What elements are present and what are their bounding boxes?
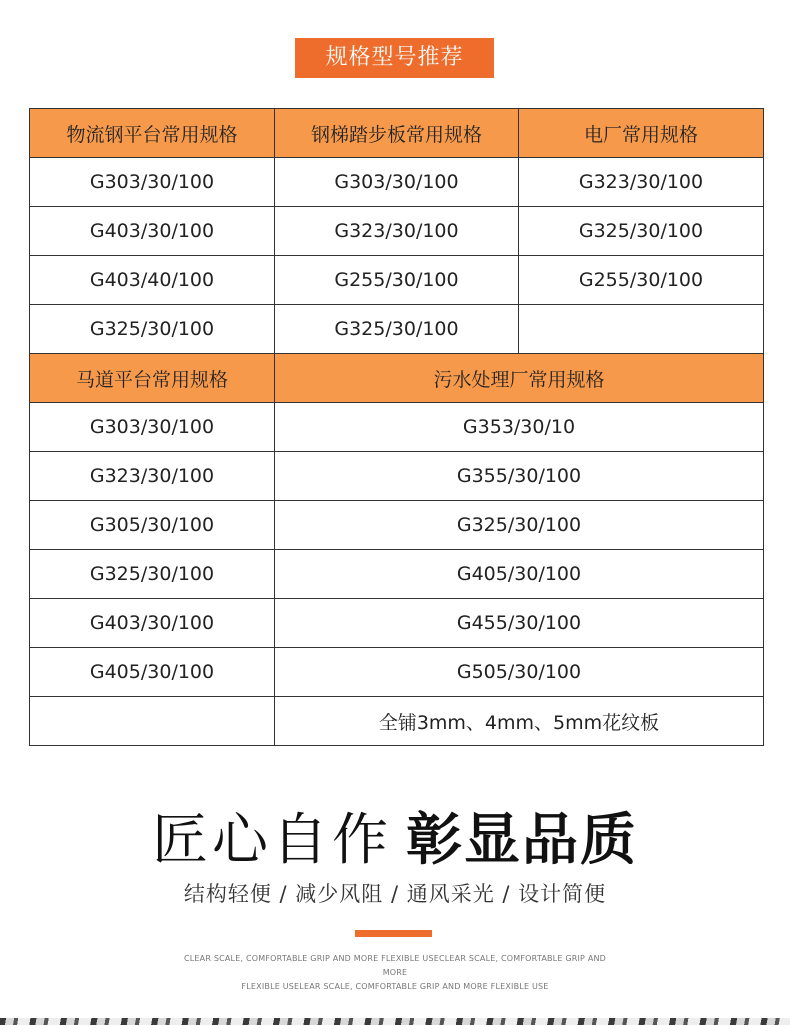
cell-stair-1: G303/30/100 bbox=[275, 158, 519, 207]
cell-logistics-3: G403/40/100 bbox=[30, 256, 275, 305]
table-header-row bbox=[30, 354, 764, 403]
cell-power-empty bbox=[519, 305, 764, 354]
cell-walkway-4: G325/30/100 bbox=[30, 550, 275, 599]
cell-sewage-5: G455/30/100 bbox=[275, 599, 764, 648]
cell-power-3: G255/30/100 bbox=[519, 256, 764, 305]
cell-sewage-3: G325/30/100 bbox=[275, 501, 764, 550]
cell-walkway-1: G303/30/100 bbox=[30, 403, 275, 452]
cell-logistics-1: G303/30/100 bbox=[30, 158, 275, 207]
table-row bbox=[30, 648, 764, 697]
table-row bbox=[30, 452, 764, 501]
slogan bbox=[0, 806, 790, 876]
cell-sewage-1: G353/30/10 bbox=[275, 403, 764, 452]
cell-walkway-5: G403/30/100 bbox=[30, 599, 275, 648]
fine-print-line-1: CLEAR SCALE, COMFORTABLE GRIP AND MORE FLEXIBLE USECLEAR SCALE, COMFORTABLE GRIP AND MORE bbox=[183, 954, 607, 977]
cell-sewage-4: G405/30/100 bbox=[275, 550, 764, 599]
table-header-row bbox=[30, 109, 764, 158]
cell-sewage-7: 全铺3mm、4mm、5mm花纹板 bbox=[275, 697, 764, 746]
accent-divider bbox=[355, 930, 432, 937]
header-stair: 钢梯踏步板常用规格 bbox=[275, 109, 519, 158]
cell-walkway-2: G323/30/100 bbox=[30, 452, 275, 501]
cell-stair-3: G255/30/100 bbox=[275, 256, 519, 305]
table-row bbox=[30, 305, 764, 354]
cell-walkway-6: G405/30/100 bbox=[30, 648, 275, 697]
table-row bbox=[30, 550, 764, 599]
fine-print bbox=[180, 952, 610, 994]
feature-subline: 结构轻便 / 减少风阻 / 通风采光 / 设计简便 bbox=[183, 882, 607, 906]
fine-print-line-2: FLEXIBLE USELEAR SCALE, COMFORTABLE GRIP AND MORE FLEXIBLE USE bbox=[241, 982, 549, 991]
header-power: 电厂常用规格 bbox=[519, 109, 764, 158]
cell-power-2: G325/30/100 bbox=[519, 207, 764, 256]
cell-stair-4: G325/30/100 bbox=[275, 305, 519, 354]
slogan-light: 匠心自作 bbox=[152, 808, 392, 873]
section-title: 规格型号推荐 bbox=[295, 38, 494, 78]
slogan-bold: 彰显品质 bbox=[406, 808, 638, 873]
bottom-texture-strip bbox=[0, 1018, 790, 1025]
cell-stair-2: G323/30/100 bbox=[275, 207, 519, 256]
cell-sewage-2: G355/30/100 bbox=[275, 452, 764, 501]
cell-logistics-2: G403/30/100 bbox=[30, 207, 275, 256]
cell-power-1: G323/30/100 bbox=[519, 158, 764, 207]
spec-table bbox=[29, 108, 764, 746]
table-row bbox=[30, 697, 764, 746]
table-row bbox=[30, 599, 764, 648]
cell-sewage-6: G505/30/100 bbox=[275, 648, 764, 697]
cell-walkway-3: G305/30/100 bbox=[30, 501, 275, 550]
header-sewage: 污水处理厂常用规格 bbox=[275, 354, 764, 403]
header-walkway: 马道平台常用规格 bbox=[30, 354, 275, 403]
table-row bbox=[30, 256, 764, 305]
cell-walkway-empty bbox=[30, 697, 275, 746]
table-row bbox=[30, 158, 764, 207]
cell-logistics-4: G325/30/100 bbox=[30, 305, 275, 354]
table-row bbox=[30, 501, 764, 550]
header-logistics: 物流钢平台常用规格 bbox=[30, 109, 275, 158]
table-row bbox=[30, 403, 764, 452]
table-row bbox=[30, 207, 764, 256]
